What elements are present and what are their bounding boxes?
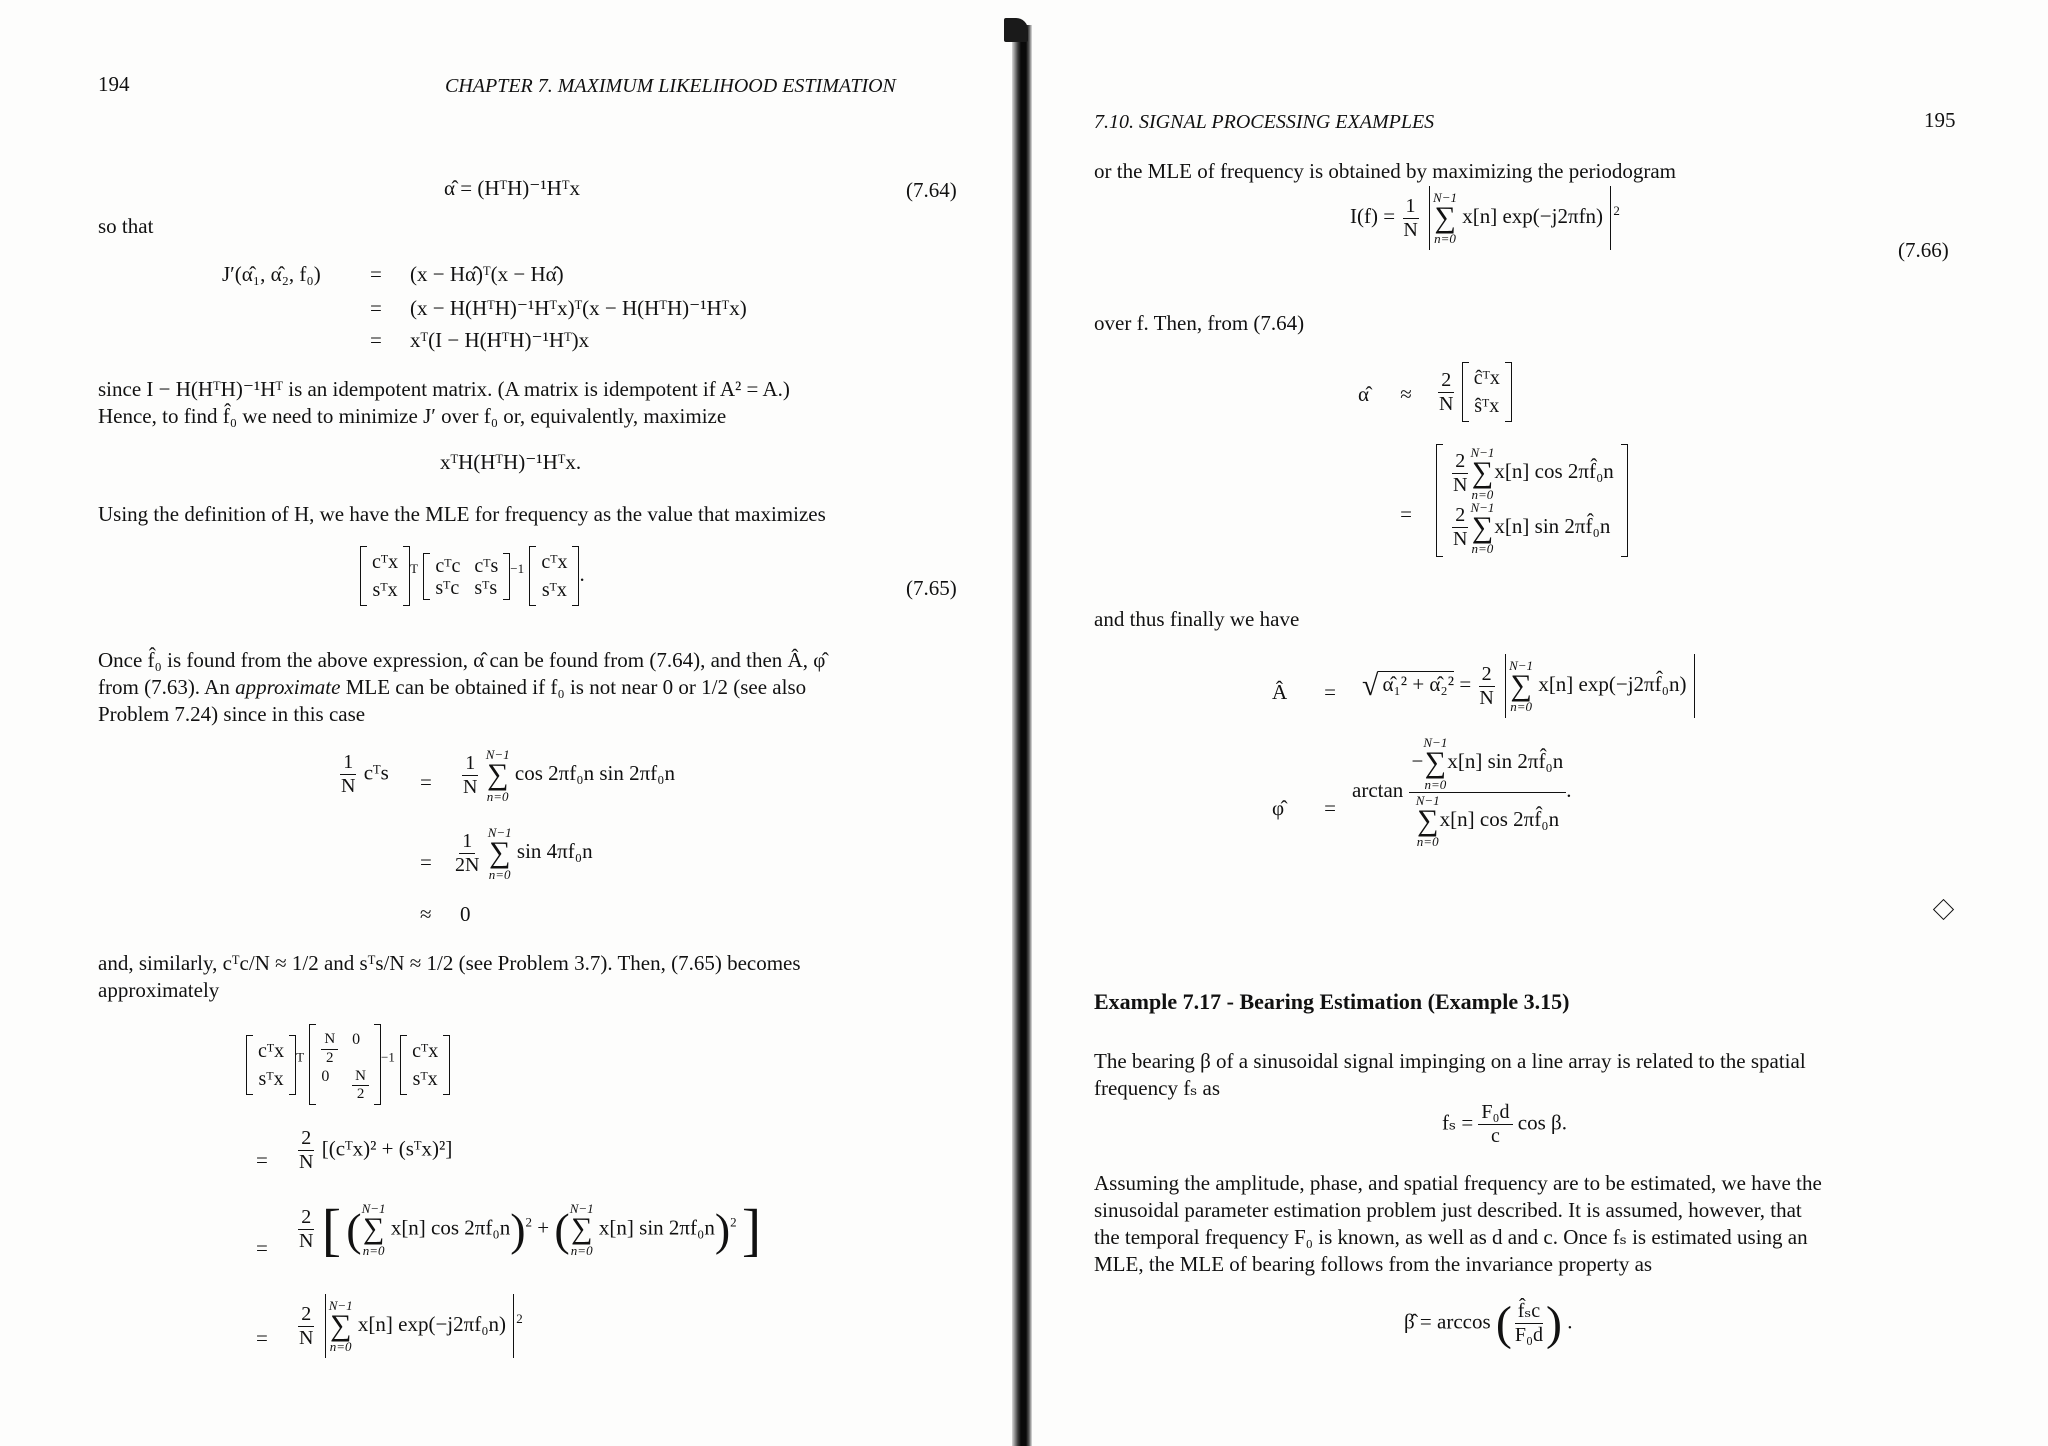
minus: −: [1411, 749, 1424, 774]
text: from (7.63). An: [98, 675, 236, 699]
numerator: N: [352, 1069, 369, 1087]
eq-sign: =: [256, 1236, 268, 1260]
arctan: arctan: [1352, 777, 1404, 802]
cTx: cᵀx: [412, 1039, 439, 1062]
term: sin 4πf₀n: [516, 839, 593, 864]
upper-limit: N−1: [1433, 189, 1457, 205]
approx-sign: ≈: [420, 902, 432, 926]
ctsn-lhs: [338, 752, 389, 797]
chat-x: ĉᵀx: [1473, 367, 1500, 389]
square: 2: [1613, 202, 1620, 218]
abs-bar: [1694, 654, 1695, 718]
vector: [1436, 444, 1628, 557]
sTx: sᵀx: [372, 579, 398, 601]
summation: [1433, 191, 1457, 246]
eq-sign: =: [256, 1148, 268, 1172]
denominator: F₀d: [1514, 1324, 1543, 1346]
lower-limit: n=0: [488, 866, 511, 882]
sTs: sᵀs: [474, 576, 498, 599]
sTx: sᵀx: [541, 579, 567, 601]
sigma: ∑: [1434, 200, 1456, 234]
inverse: −1: [510, 560, 525, 576]
denominator: N: [299, 1230, 314, 1252]
denominator: 2N: [455, 853, 480, 876]
square: 2: [516, 1310, 523, 1326]
denominator: N: [1479, 686, 1494, 709]
beta-lhs: β̂ = arccos: [1404, 1309, 1491, 1334]
paragraph-once-1: Once f̂₀ is found from the above expression, α̂ can be found from (7.64), and then Â, φ̂: [98, 648, 826, 672]
approx-quadratic-form: [246, 1024, 450, 1105]
upper-limit: N−1: [569, 1201, 594, 1217]
eq-sign: [1384, 502, 1428, 527]
sigma: ∑: [1424, 746, 1447, 779]
term: x[n] exp(−j2πf₀n): [357, 1311, 507, 1336]
numerator: 1: [1403, 196, 1419, 219]
numerator: 2: [298, 1207, 314, 1230]
I-of-f: I(f) =: [1350, 203, 1396, 228]
maximize-expression: xᵀH(HᵀH)⁻¹Hᵀx.: [440, 450, 582, 474]
summation: [488, 826, 512, 881]
paragraph-assume-1: Assuming the amplitude, phase, and spatial frequency are to be estimated, we have the: [1094, 1171, 1822, 1195]
vector-right: [529, 546, 579, 606]
upper-limit: N−1: [1415, 792, 1440, 808]
upper-limit: N−1: [485, 747, 510, 762]
phi-hat: φ̂: [1272, 796, 1285, 820]
paragraph-assume-3: the temporal frequency F₀ is known, as well as d and c. Once fₛ is estimated using an: [1094, 1225, 1808, 1249]
two-sums-line: $\frac{2}{N}$ [ ( N−1 ∑ n=0 x[n] cos 2πf₀n)$^2$ + ( N−1 ∑ n=0 x[n] sin 2πf₀n)$^2$ ]: [296, 1196, 761, 1263]
cTx: cᵀx: [258, 1039, 285, 1062]
period: .: [579, 561, 585, 586]
sigma: ∑: [329, 1308, 352, 1342]
eq-number-7-65: (7.65): [906, 576, 957, 600]
summation: [1470, 501, 1494, 556]
eq-sign: =: [370, 328, 382, 352]
denominator: N: [1453, 473, 1468, 496]
sTx: sᵀx: [412, 1067, 438, 1090]
alpha-hat: α̂: [1358, 382, 1370, 406]
equation-7-64: [444, 178, 580, 199]
abs-bar: [513, 1294, 514, 1358]
cTs: cᵀs: [363, 760, 389, 785]
j-line-2: (x − H(HᵀH)⁻¹Hᵀx)ᵀ(x − H(HᵀH)⁻¹Hᵀx): [410, 296, 747, 320]
lower-limit: n=0: [1424, 776, 1447, 792]
shat-x: ŝᵀx: [1474, 395, 1500, 417]
vector-left: [246, 1035, 296, 1095]
inverse: −1: [381, 1049, 395, 1065]
denominator: 2: [326, 1049, 334, 1066]
lower-limit: n=0: [1434, 231, 1456, 247]
summation: [1423, 736, 1447, 791]
denominator: N: [1453, 528, 1468, 551]
lower-limit: n=0: [1510, 699, 1532, 715]
upper-limit: N−1: [1470, 499, 1495, 515]
upper-limit: N−1: [328, 1297, 353, 1313]
upper-limit: N−1: [1423, 735, 1448, 750]
eq-number-7-64: (7.64): [906, 178, 957, 202]
lower-limit: n=0: [570, 1242, 593, 1258]
term: x[n] sin 2πf̂₀n: [1447, 749, 1564, 774]
denominator: N: [341, 775, 356, 797]
equation-7-66: [1350, 186, 1620, 250]
sigma: ∑: [1417, 803, 1439, 837]
numerator: F₀d: [1478, 1102, 1512, 1125]
term: x[n] exp(−j2πf̂₀n): [1538, 671, 1687, 696]
transpose: T: [296, 1049, 305, 1065]
bearing-mle-equation: β̂ = arccos ( $\frac{\text{f̂ₛc}}{\text{F₀d}}$ ) .: [1404, 1297, 1573, 1350]
term: x[n] cos 2πf₀n: [390, 1215, 511, 1240]
page-number: 195: [1924, 108, 1956, 132]
cTx: cᵀx: [372, 551, 399, 573]
eq-sign: [1308, 680, 1352, 705]
text-so-that: so that: [98, 214, 154, 238]
eq: =: [1459, 671, 1472, 696]
paragraph-or: or the MLE of frequency is obtained by maximizing the periodogram: [1094, 159, 1677, 183]
term: x[n] sin 2πf₀n: [598, 1215, 715, 1240]
term: x[n] sin 2πf̂₀n: [1494, 513, 1611, 538]
alpha-approx-rhs: [1436, 362, 1512, 422]
denominator: N: [1439, 392, 1454, 415]
paragraph-thus: and thus finally we have: [1094, 607, 1300, 631]
sqrt-body: α̂₁² + α̂₂²: [1378, 671, 1454, 696]
term: x[n] exp(−j2πfn): [1462, 203, 1604, 228]
summation: [486, 748, 510, 803]
approx-zero: 0: [460, 902, 471, 926]
upper-limit: N−1: [1509, 657, 1534, 673]
eq-sign: [1308, 796, 1352, 821]
diag-matrix: [309, 1024, 381, 1105]
sTc: sᵀc: [435, 576, 460, 599]
square: 2: [525, 1214, 533, 1230]
numerator: 2: [1452, 505, 1468, 528]
numerator: 2: [1452, 451, 1468, 474]
sin4-sum: [452, 826, 593, 881]
eq: =: [1324, 796, 1336, 820]
summation: [1509, 659, 1533, 714]
text: MLE can be obtained if f₀ is not near 0 or 1/2 (see also: [340, 675, 807, 699]
numerator: f̂ₛc: [1515, 1301, 1543, 1324]
summation: [329, 1299, 353, 1354]
numerator: 2: [1438, 370, 1454, 393]
abs-bar: [1610, 186, 1611, 250]
cTc: cᵀc: [435, 554, 461, 577]
example-heading: Example 7.17 - Bearing Estimation (Example 3.15): [1094, 989, 1570, 1014]
term: x[n] cos 2πf̂₀n: [1494, 459, 1614, 484]
alpha-hat: α̂: [444, 176, 456, 200]
left-page: [0, 0, 1012, 1446]
paragraph-assume-2: sinusoidal parameter estimation problem just described. It is assumed, however, that: [1094, 1198, 1802, 1222]
numerator: 1: [459, 831, 475, 854]
spatial-frequency-equation: [1442, 1102, 1567, 1147]
period: .: [1567, 1309, 1573, 1334]
denominator: N: [299, 1151, 314, 1173]
sigma: ∑: [488, 836, 511, 869]
square: 2: [730, 1214, 737, 1230]
denominator: c: [1491, 1125, 1500, 1147]
numerator: 2: [1479, 664, 1495, 687]
book-gutter: [1012, 25, 1032, 1446]
abs-bar: [1505, 654, 1506, 718]
numerator: 1: [340, 752, 356, 775]
sigma: ∑: [486, 758, 509, 791]
abs-bar: [1429, 186, 1430, 250]
sigma: ∑: [1471, 510, 1494, 544]
vector-left: [360, 546, 410, 606]
denominator: N: [299, 1326, 314, 1349]
paragraph-once-3: Problem 7.24) since in this case: [98, 702, 366, 726]
zero: 0: [321, 1067, 330, 1085]
alpha-sum-vector: [1436, 444, 1628, 557]
running-head: CHAPTER 7. MAXIMUM LIKELIHOOD ESTIMATION: [445, 75, 896, 97]
paragraph-bearing-1: The bearing β of a sinusoidal signal impinging on a line array is related to the spatial: [1094, 1049, 1806, 1073]
transpose: T: [410, 560, 419, 576]
j-line-3: xᵀ(I − H(HᵀH)⁻¹Hᵀ)x: [410, 328, 590, 352]
sigma: ∑: [1471, 456, 1494, 489]
summation: [570, 1202, 594, 1257]
phi-hat-rhs: [1352, 736, 1572, 848]
numerator: 2: [298, 1128, 314, 1151]
upper-limit: N−1: [487, 825, 512, 840]
lower-limit: n=0: [329, 1339, 352, 1355]
emphasis: approximate: [235, 675, 341, 699]
paragraph-idempotent-1: since I − H(HᵀH)⁻¹Hᵀ is an idempotent matrix. (A matrix is idempotent if A² = A.): [98, 377, 790, 401]
term: x[n] cos 2πf̂₀n: [1439, 806, 1560, 831]
vector: [1462, 362, 1512, 422]
eq-7-64-rhs: = (HᵀH)⁻¹Hᵀx: [460, 176, 580, 200]
paragraph-assume-4: MLE, the MLE of bearing follows from the invariance property as: [1094, 1252, 1653, 1276]
cTs: cᵀs: [474, 554, 499, 577]
eq-sign: =: [370, 262, 382, 286]
lower-limit: n=0: [486, 788, 509, 804]
upper-limit: N−1: [1470, 445, 1495, 460]
fs-lhs: fₛ =: [1442, 1110, 1474, 1135]
eq: =: [1324, 680, 1336, 704]
numerator: 2: [298, 1304, 314, 1327]
eq-sign: =: [370, 296, 382, 320]
right-page: [1032, 0, 2048, 1446]
vector-right: [400, 1035, 450, 1095]
sigma: ∑: [362, 1212, 385, 1246]
denominator: 2: [356, 1086, 365, 1103]
sq-sum-line: [296, 1128, 452, 1173]
numerator: 1: [462, 753, 478, 776]
lower-limit: n=0: [1471, 541, 1494, 556]
periodogram-line: [296, 1294, 523, 1358]
lower-limit: n=0: [1471, 486, 1494, 502]
equation-7-65: [360, 546, 585, 606]
paragraph-bearing-2: frequency fₛ as: [1094, 1076, 1221, 1100]
upper-limit: N−1: [361, 1201, 386, 1217]
sTx: sᵀx: [258, 1067, 284, 1090]
denominator: N: [1403, 218, 1418, 241]
approx: ≈: [1400, 382, 1412, 406]
eq: =: [1400, 502, 1412, 526]
j-lhs: J′(α̂₁, α̂₂, f₀): [222, 262, 321, 286]
page-number: 194: [98, 72, 130, 96]
paragraph-similarly-1: and, similarly, cᵀc/N ≈ 1/2 and sᵀs/N ≈ 1/2 (see Problem 3.7). Then, (7.65) becomes: [98, 951, 801, 975]
matrix-middle: [423, 553, 510, 600]
period: .: [1566, 777, 1572, 802]
approx-sign: [1384, 382, 1428, 407]
abs-bar: [325, 1294, 326, 1358]
cTx: cᵀx: [541, 551, 568, 573]
paragraph-using: Using the definition of H, we have the MLE for frequency as the value that maximizes: [98, 502, 826, 526]
A-hat: Â: [1272, 680, 1288, 704]
cos-beta: cos β.: [1517, 1110, 1567, 1135]
numerator: N: [321, 1032, 338, 1050]
paragraph-similarly-2: approximately: [98, 978, 220, 1002]
A-hat-rhs: √ α̂₁² + α̂₂² = $\frac{2}{N}$ N−1 ∑ n=0 x[n] exp(−j2πf̂₀n): [1362, 654, 1697, 718]
summation: [1416, 794, 1440, 849]
running-head: 7.10. SIGNAL PROCESSING EXAMPLES: [1094, 111, 1435, 133]
term: cos 2πf₀n sin 2πf₀n: [514, 761, 675, 786]
eq-sign: =: [420, 850, 432, 874]
j-line-1: (x − Hα̂)ᵀ(x − Hα̂): [410, 262, 564, 286]
eq-sign: =: [420, 770, 432, 794]
paragraph-idempotent-2: Hence, to find f̂₀ we need to minimize J′ over f₀ or, equivalently, maximize: [98, 404, 727, 428]
denominator: N: [463, 775, 478, 798]
sigma: ∑: [571, 1212, 593, 1246]
eq-sign: =: [256, 1326, 268, 1350]
sq-sum: [(cᵀx)² + (sᵀx)²]: [321, 1136, 453, 1161]
paragraph-over: over f. Then, from (7.64): [1094, 311, 1305, 335]
lower-limit: n=0: [1416, 834, 1439, 849]
eq-number-7-66: (7.66): [1898, 238, 1949, 262]
summation: [1470, 446, 1494, 501]
lower-limit: n=0: [362, 1242, 385, 1258]
zero: 0: [352, 1031, 361, 1048]
end-of-example-diamond-icon: [1933, 899, 1954, 920]
summation: [362, 1202, 386, 1257]
sigma: ∑: [1510, 668, 1532, 702]
paragraph-once-2: [98, 674, 806, 701]
cos-sin-sum: [460, 748, 675, 803]
